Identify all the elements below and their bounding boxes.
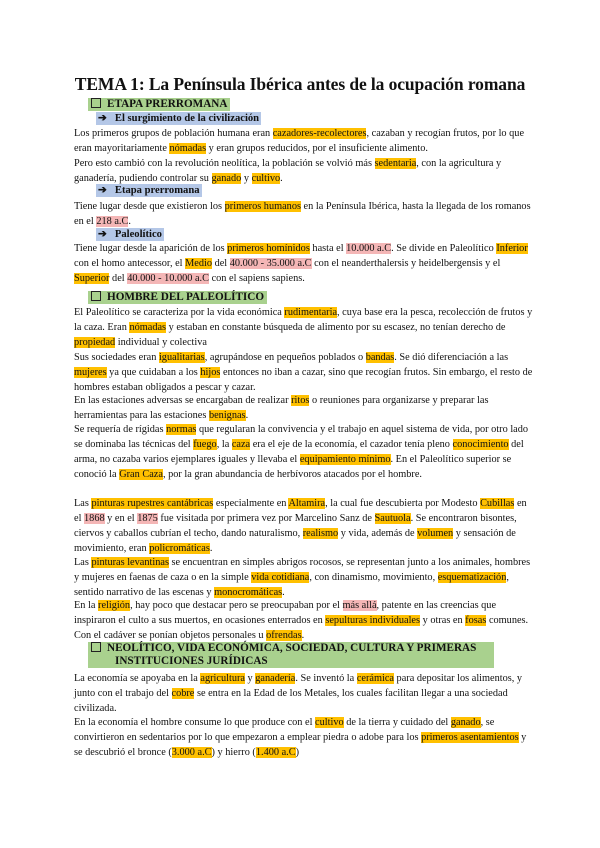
highlighted-term: primeros asentamientos — [421, 732, 519, 744]
paragraph-normas — [74, 422, 534, 482]
highlighted-term: cerámica — [356, 673, 394, 684]
highlighted-term: volumen — [417, 528, 454, 540]
text-run: en la Península Ibérica, hasta la llegada de los romanos en el — [74, 201, 531, 228]
arrow-icon: ➔ — [98, 113, 107, 124]
text-run: ) y hierro ( — [211, 747, 256, 759]
text-run: Las — [74, 557, 92, 568]
subsection-surgimiento: ➔ El surgimiento de la civilización — [98, 113, 260, 124]
text-run: y — [241, 173, 252, 185]
text-run: ) — [295, 747, 300, 759]
highlighted-term: agricultura — [200, 673, 245, 684]
text-run: Tiene lugar desde que existieron los — [74, 201, 225, 212]
text-run: con el homo antecessor, el — [74, 258, 186, 270]
highlighted-term: religión — [98, 600, 131, 611]
text-run: en el — [74, 498, 527, 525]
highlighted-term: ganado — [450, 717, 481, 728]
highlighted-term: rudimentaria — [284, 307, 338, 318]
highlighted-term: igualitarias — [158, 352, 205, 363]
highlighted-term: Superior — [74, 273, 110, 285]
highlighted-term: esquematización — [437, 572, 507, 584]
highlighted-term: monocromáticas — [214, 587, 283, 599]
text-run: . — [209, 543, 213, 555]
text-run: . — [282, 587, 285, 599]
document-title: TEMA 1: La Península Ibérica antes de la ocupación romana — [74, 74, 526, 94]
text-run: . — [128, 216, 131, 228]
text-run: y en el — [104, 513, 138, 525]
text-run: , agrupándose en pequeños poblados o — [204, 352, 366, 363]
text-run: y otras en — [420, 615, 466, 627]
text-run: . — [245, 410, 249, 422]
highlighted-term: pinturas rupestres cantábricas — [91, 498, 214, 509]
highlighted-term: cobre — [171, 688, 195, 700]
highlighted-term: ofrendas — [266, 630, 302, 642]
text-run: . Se inventó la — [295, 673, 357, 684]
text-run: , la cual fue descubierta por Modesto — [325, 498, 481, 509]
highlighted-term: caza — [231, 439, 251, 451]
text-run: Sus sociedades eran — [74, 352, 159, 363]
text-run: y vida, además de — [338, 528, 418, 540]
highlighted-term: Inferior — [496, 243, 528, 254]
highlighted-term: Altamira — [288, 498, 326, 509]
text-run: con el neanderthalersis y heidelbergensis y el — [311, 258, 501, 270]
text-run: y — [244, 673, 256, 684]
text-run: se entra en la Edad de los Metales, los cuales facilitan llegar a una sociedad civilizada. — [74, 688, 508, 715]
text-run: , hay poco que destacar pero se preocupaban por el — [130, 600, 343, 611]
paragraph-sociedades — [74, 350, 534, 395]
highlighted-term: Gran Caza — [119, 469, 163, 481]
highlighted-term: hijos — [200, 367, 221, 379]
highlighted-term: normas — [166, 424, 197, 435]
text-run: que regularan la convivencia y el trabajo en aquel sistema de vida, por otro lado se dominaba las técnicas del — [74, 424, 529, 451]
highlighted-term: benignas — [208, 410, 246, 422]
text-run: , cuya base era la pesca, recolección de frutos y la caza. Eran — [74, 307, 533, 334]
text-run: con el sapiens sapiens. — [209, 273, 305, 285]
text-run: Pero esto cambió con la revolución neolítica, la población se volvió más — [74, 158, 375, 170]
highlighted-term: cazadores-recolectores — [272, 128, 367, 139]
text-run: , con dinamismo, movimiento, — [309, 572, 438, 584]
text-run: . Se encontraron bisontes, ciervos y caballos cubrían el techo, dando naturalismo, — [74, 513, 517, 540]
arrow-icon: ➔ — [98, 229, 107, 240]
highlighted-term: 218 a.C — [96, 216, 129, 228]
text-run: especialmente en — [213, 498, 289, 509]
checkbox-icon — [91, 98, 101, 108]
text-run: para depositar los alimentos, y junto con el trabajo del — [74, 673, 523, 700]
paragraph-paleolitico — [74, 241, 534, 286]
highlighted-term: bandas — [365, 352, 395, 363]
highlighted-term: 3.000 a.C — [171, 747, 212, 759]
highlighted-term: Sautuola — [374, 513, 411, 525]
subsection-etapa-prerromana: ➔ Etapa prerromana — [98, 185, 200, 196]
paragraph-etapa-prerromana — [74, 199, 534, 229]
text-run: del arma, no cazaba varios ejemplares iguales y llevaba el — [74, 439, 524, 466]
text-run: , cazaban y recogían frutos, por lo que eran mayoritariamente — [74, 128, 525, 155]
text-run: La economía se apoyaba en la — [74, 673, 201, 684]
text-run: Los primeros grupos de población humana eran — [74, 128, 273, 139]
highlighted-term: primeros humanos — [224, 201, 301, 212]
highlighted-term: fosas — [465, 615, 487, 627]
paragraph-sedentarios — [74, 715, 534, 760]
text-run: . En el Paleolítico superior se conoció la — [74, 454, 512, 481]
section-hombre-paleolitico: HOMBRE DEL PALEOLÍTICO — [88, 291, 267, 304]
text-run: , con la agricultura y ganadería, pudiendo controlar su — [74, 158, 502, 185]
paragraph-pinturas-cantabricas — [74, 496, 534, 556]
highlighted-term: ganado — [211, 173, 242, 185]
text-run: , sentido narrativo de las escenas y — [74, 572, 509, 599]
highlighted-term: 40.000 - 10.000 a.C — [127, 273, 209, 285]
text-run: . Se dió diferenciación a las — [394, 352, 509, 363]
paragraph-religion — [74, 598, 534, 643]
text-run: En la economía el hombre consume lo que produce con el — [74, 717, 316, 728]
highlighted-term: policromáticas — [149, 543, 210, 555]
highlighted-term: realismo — [302, 528, 339, 540]
paragraph-pinturas-levantinas — [74, 555, 534, 600]
highlighted-term: 10.000 a.C — [346, 243, 392, 254]
text-run: , por la gran abundancia de herbívoros atacados por el hombre. — [162, 469, 422, 481]
text-run: fue visitada por primera vez por Marcelino Sanz de — [157, 513, 375, 525]
text-run: se encuentran en simples abrigos rocosos, se representan junto a los animales, hombres y mujeres en faenas de caza o en la simple — [74, 557, 531, 584]
text-run: . Se divide en Paleolítico — [391, 243, 497, 254]
paragraph-economia-neolitico — [74, 671, 534, 716]
text-run: era el eje de la economía, el cazador tenía pleno — [250, 439, 453, 451]
checkbox-icon — [91, 642, 101, 652]
highlighted-term: mujeres — [74, 367, 107, 379]
text-run: Se requería de rígidas — [74, 424, 167, 435]
highlighted-term: equipamiento mínimo — [299, 454, 391, 466]
text-run: y eran grupos reducidos, por el insuficiente alimento. — [206, 143, 428, 155]
text-run: del — [109, 273, 128, 285]
text-run: , la — [216, 439, 232, 451]
section-neolitico: NEOLÍTICO, VIDA ECONÓMICA, SOCIEDAD, CULTURA Y PRIMERAS INSTITUCIONES JURÍDICAS — [88, 642, 494, 668]
highlighted-term: sedentaria — [374, 158, 417, 170]
text-run: En la — [74, 600, 99, 611]
text-run: , se convirtieron en sedentarios por lo que empezaron a emplear piedra o adobe para los — [74, 717, 495, 744]
highlighted-term: cultivo — [251, 173, 281, 185]
highlighted-term: primeros homínidos — [227, 243, 310, 254]
paragraph-estaciones — [74, 393, 534, 423]
text-run: El Paleolítico se caracteriza por la vida económica — [74, 307, 285, 318]
highlighted-term: 1875 — [137, 513, 158, 525]
section-etapa-prerromana: ETAPA PRERROMANA — [88, 98, 230, 111]
text-run: individual y colectiva — [115, 337, 207, 349]
highlighted-term: cultivo — [315, 717, 344, 728]
text-run: y sensación de movimiento, eran — [74, 528, 516, 555]
highlighted-term: conocimiento — [452, 439, 509, 451]
text-run: Tiene lugar desde la aparición de los — [74, 243, 228, 254]
text-run: hasta el — [309, 243, 347, 254]
text-run: ya que cuidaban a los — [106, 367, 201, 379]
highlighted-term: 1.400 a.C — [255, 747, 296, 759]
text-run: o reuniones para organizarse y preparar las herramientas para las estaciones — [74, 395, 489, 422]
highlighted-term: Medio — [185, 258, 212, 270]
highlighted-term: ritos — [291, 395, 310, 406]
highlighted-term: sepulturas individuales — [325, 615, 421, 627]
paragraph-vida-economica — [74, 305, 534, 350]
text-run: . — [280, 173, 283, 185]
arrow-icon: ➔ — [98, 185, 107, 196]
text-run: entonces no iban a cazar, sino que recogían frutos. Sin embargo, el resto de hombres estaban obligados a pescar y cazar. — [74, 367, 533, 394]
subsection-paleolitico: ➔ Paleolítico — [98, 229, 162, 240]
text-run: y estaban en constante búsqueda de alimento por su escasez, no tenían derecho de — [166, 322, 506, 334]
highlighted-term: Cubillas — [480, 498, 515, 509]
text-run: . — [301, 630, 305, 642]
text-run: Las — [74, 498, 92, 509]
highlighted-term: nómadas — [129, 322, 167, 334]
text-run: comunes. Con el cadáver se ponían objetos personales u — [74, 615, 529, 642]
checkbox-icon — [91, 291, 101, 301]
highlighted-term: propiedad — [74, 337, 116, 349]
highlighted-term: nómadas — [169, 143, 207, 155]
text-run: y se descubrió el bronce ( — [74, 732, 527, 759]
highlighted-term: vida cotidiana — [251, 572, 310, 584]
highlighted-term: 1868 — [84, 513, 105, 525]
highlighted-term: ganadería — [255, 673, 296, 684]
highlighted-term: fuego — [193, 439, 217, 451]
text-run: En las estaciones adversas se encargaban de realizar — [74, 395, 292, 406]
paragraph-surgimiento — [74, 126, 534, 186]
text-run: de la tierra y cuidado del — [343, 717, 451, 728]
text-run: del — [212, 258, 230, 270]
text-run: , patente en las creencias que inspiraron el culto a sus muertos, en ocasiones enterrados en — [74, 600, 497, 627]
highlighted-term: 40.000 - 35.000 a.C — [229, 258, 312, 270]
highlighted-term: más allá — [342, 600, 377, 611]
highlighted-term: pinturas levantinas — [91, 557, 169, 568]
